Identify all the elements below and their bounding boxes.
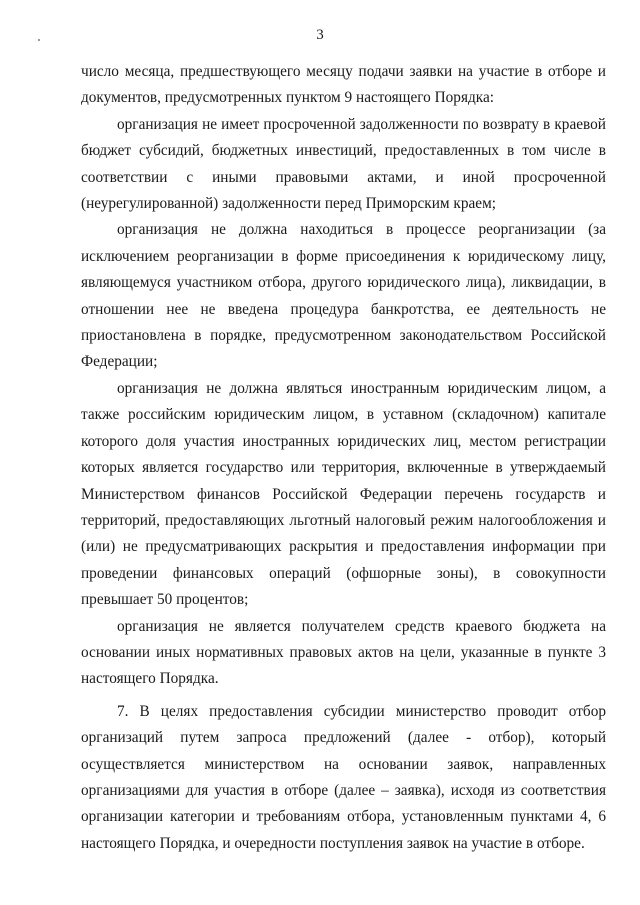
paragraph-item-7: 7. В целях предоставления субсидии министерство проводит отбор организаций путем запроса предложений (далее - отбор), который осуществляется министерством на основании заявок, направленных организациями для участия в отборе (далее – заявка), исходя из соответствия организации категории и требованиям отбора, установленным пунктами 4, 6 настоящего Порядка, и очередности поступления заявок на участие в отборе. (81, 702, 606, 852)
paragraph-not-recipient: организация не является получателем средств краевого бюджета на основании иных нормативных правовых актов на цели, указанные в пункте 3 настоящего Порядка. (81, 617, 606, 688)
paragraph-continuation: число месяца, предшествующего месяцу подачи заявки на участие в отборе и документов, предусмотренных пунктом 9 настоящего Порядка: (81, 63, 606, 107)
paragraph-not-foreign-entity: организация не должна являться иностранным юридическим лицом, а также российским юридическим лицом, в уставном (складочном) капитале которого доля участия иностранных юридических лиц, местом регистрации которых является государство или территория, включенные в утверждаемый Министерством финансов Российской Федерации перечень государств и территорий, предоставляющих льготный налоговый режим налогообложения и (или) не предусматривающих раскрытия и предоставления информации при проведении финансовых операций (офшорные зоны), в совокупности превышает 50 процентов; (81, 379, 606, 609)
document-body (81, 59, 606, 857)
paragraph-no-reorganization: организация не должна находиться в процессе реорганизации (за исключением реорганизации в форме присоединения к юридическому лицу, являющемуся участником отбора, другого юридического лица), ликвидации, в отношении нее не введена процедура банкротства, ее деятельность не приостановлена в порядке, предусмотренном законодательством Российской Федерации; (81, 221, 606, 371)
page-number: 3 (316, 27, 324, 43)
paragraph-no-debt: организация не имеет просроченной задолженности по возврату в краевой бюджет субсидий, бюджетных инвестиций, предоставленных в том числе в соответствии с иными правовыми актами, и иной просроченной (неурегулированной) задолженности перед Приморским краем; (81, 115, 606, 213)
